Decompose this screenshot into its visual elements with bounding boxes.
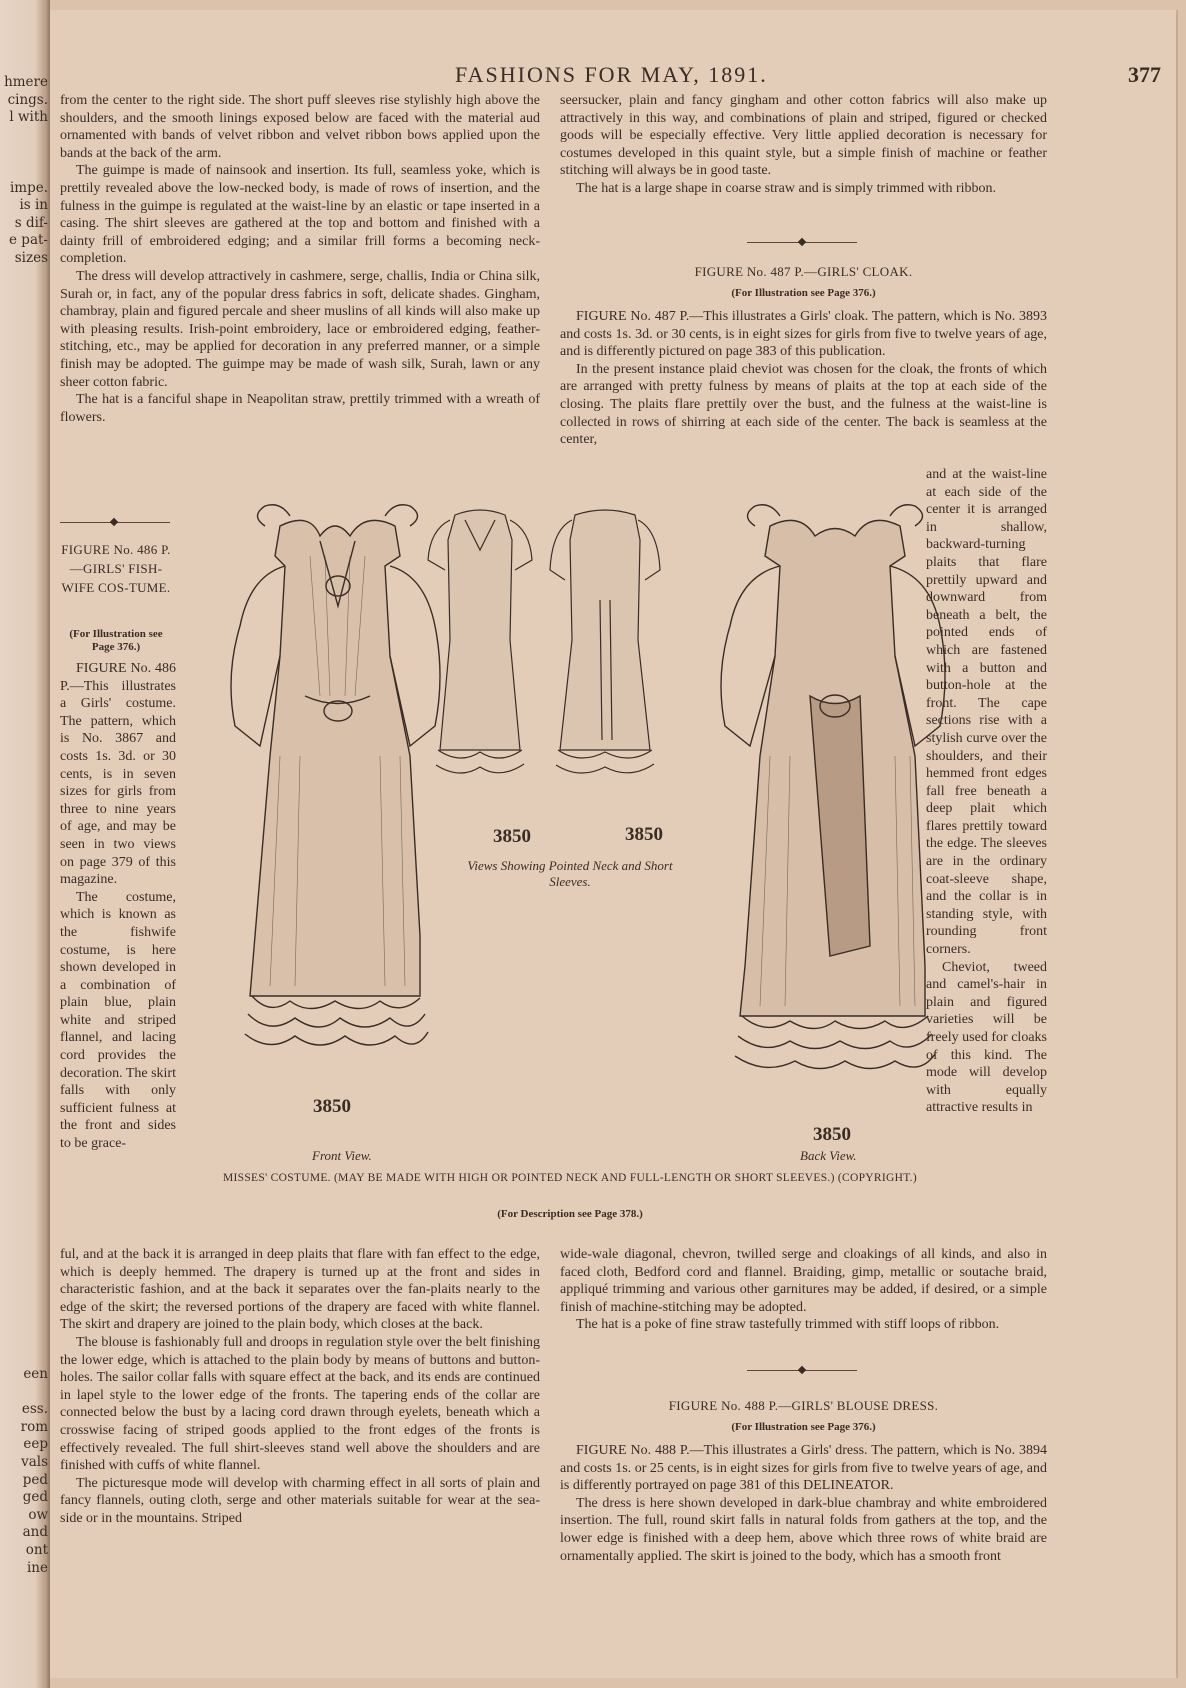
paragraph: FIGURE No. 486 P.—This illustrates a Girls' costume. The pattern, which is No. 3867 and costs 1s. 3d. or 30 cents, is in seven sizes for girls from three to nine years of age, and may be seen in two views on page 379 of this magazine. <box>60 661 176 888</box>
paragraph: The dress will develop attractively in cashmere, serge, challis, India or China silk, Surah or, in fact, any of the popular dress fabrics in soft, delicate shades. Gingham, chambray, plain and figured percale and sheer muslins of all kinds will also make up with pleasing results. Irish-point embroidery, lace or embroidered edging, feather-stitching, etc., may be applied for decoration in any preferred manner, or a simple finish may be adopted. The guimpe may be made of wash silk, Surah, lawn or any sheer cotton fabric. <box>60 268 540 390</box>
paragraph: The blouse is fashionably full and droops in regulation style over the belt finishing the lower edge, which is attached to the plain body by means of buttons and button-holes. The sailor collar falls with square effect at the back, and its ends are continued in lapel style to the lower edge of the fronts. The tapering ends of the collar are connected below the bust by a lacing cord drawn through eyelets, beneath which a crosswise facing of striped goods applied to the front edges of the fronts is effectively revealed. The full shirt-sleeves stand well above the shoulders and are finished with cuffs of white flannel. <box>60 1334 540 1474</box>
dress-back-view-illustration <box>710 496 960 1106</box>
dress-short-sleeve-view-2 <box>540 500 670 800</box>
gutter-line: rom <box>20 1418 48 1435</box>
gutter-line: een <box>23 1366 48 1382</box>
column-2-bottom-text <box>560 1246 1047 1334</box>
gutter-line: impe. <box>9 179 48 196</box>
paragraph: from the center to the right side. The short puff sleeves rise stylishly high above the shoulders, and the smooth linings exposed below are faced with the material aud ornamented with bands of velvet ribbon and velvet ribbon bows applied upon the bands at the back of the arm. <box>60 93 540 161</box>
figure-488-note: (For Illustration see Page 376.) <box>731 1421 876 1433</box>
illustration-caption: MISSES' COSTUME. (MAY BE MADE WITH HIGH OR POINTED NECK AND FULL-LENGTH OR SHORT SLEEVES.) (COPYRIGHT.) <box>223 1172 917 1184</box>
gutter-line: eep <box>23 1436 48 1453</box>
gutter-line: e pat- <box>9 232 48 249</box>
gutter-line: ont <box>25 1542 48 1558</box>
gutter-line: hmere <box>4 74 48 90</box>
column-1-top-text <box>60 92 540 426</box>
views-caption: Views Showing Pointed Neck and Short Sleeves. <box>467 858 673 889</box>
gutter-line: is in <box>19 197 48 214</box>
figure-486-text <box>60 660 176 1153</box>
figure-486-heading: FIGURE No. 486 P. —GIRLS' FISH-WIFE COS-TUME. <box>61 542 171 595</box>
gutter-line: ess. <box>21 1401 48 1418</box>
column-2-top-text <box>560 92 1047 198</box>
figure-487-heading: FIGURE No. 487 P.—GIRLS' CLOAK. <box>694 264 913 279</box>
paragraph: seersucker, plain and fancy gingham and other cotton fabrics will also make up attractively in this way, and combinations of plain and striped, figured or checked goods will be especially effective. Very little applied decoration is necessary for costumes developed in this quaint style, but a simple finish of machine or feather stitching will always be in good taste. <box>560 93 1047 179</box>
paragraph: The hat is a poke of fine straw tastefully trimmed with stiff loops of ribbon. <box>576 1317 1000 1333</box>
paragraph: FIGURE No. 488 P.—This illustrates a Girls' dress. The pattern, which is No. 3894 and costs 1s. or 25 cents, is in eight sizes for girls from five to twelve years of age, and is differently portrayed on page 381 of this DELINEATOR. <box>560 1443 1047 1494</box>
previous-page-margin <box>0 0 50 1688</box>
gutter-line: l with <box>9 109 48 126</box>
gutter-line: ow <box>28 1506 48 1523</box>
paragraph: The costume, which is known as the fishwife costume, is here shown developed in a combination of plain blue, plain white and striped flannel, and lacing cord provides the decoration. The skirt falls with only sufficient fulness at the front and sides to be grace- <box>60 889 176 1152</box>
pattern-number-front: 3850 <box>313 1096 351 1117</box>
pattern-number-view-2: 3850 <box>625 824 663 845</box>
paragraph: The hat is a fanciful shape in Neapolitan straw, prettily trimmed with a wreath of flowers. <box>60 392 540 425</box>
description-note: (For Description see Page 378.) <box>497 1208 643 1220</box>
page-number: 377 <box>1128 62 1161 87</box>
gutter-line: sizes <box>14 250 48 266</box>
paragraph: wide-wale diagonal, chevron, twilled serge and cloakings of all kinds, and also in faced cloth, Bedford cord and flannel. Braiding, gimp, metallic or soutache braid, appliqué trimming and various other garnitures may be added, if desired, or a simple finish of machine-stitching may be adopted. <box>560 1247 1047 1315</box>
page-header-title: FASHIONS FOR MAY, 1891. <box>455 62 768 87</box>
figure-488-text <box>560 1442 1047 1565</box>
separator-diamond <box>798 1366 806 1374</box>
pattern-number-back: 3850 <box>813 1124 851 1145</box>
magazine-page <box>50 10 1178 1678</box>
pattern-number-view-1: 3850 <box>493 826 531 847</box>
paragraph: The hat is a large shape in coarse straw and is simply trimmed with ribbon. <box>576 180 997 196</box>
separator-diamond <box>110 518 118 526</box>
figure-488-heading: FIGURE No. 488 P.—GIRLS' BLOUSE DRESS. <box>668 1398 939 1413</box>
figure-487-text <box>560 308 1047 449</box>
gutter-line: vals <box>21 1454 48 1470</box>
figure-487-note: (For Illustration see Page 376.) <box>731 287 876 299</box>
paragraph: and at the waist-line at each side of the center it is arranged in shallow, backward-turning plaits that flare prettily upward and downward from beneath a belt, the pointed ends of which are fastened with a button and button-hole at the front. The cape sections rise with a stylish curve over the shoulders, and their hemmed front edges fall free beneath a deep plait which flares prettily toward the edge. The sleeves are in the ordinary coat-sleeve shape, and the collar is in standing style, with rounding front corners. <box>926 467 1047 958</box>
separator-diamond <box>798 238 806 246</box>
paragraph: FIGURE No. 487 P.—This illustrates a Girls' cloak. The pattern, which is No. 3893 and costs 1s. 3d. or 30 cents, is in eight sizes for girls from five to twelve years of age, and is differently pictured on page 383 of this publication. <box>560 309 1047 360</box>
paragraph: The picturesque mode will develop with charming effect in all sorts of plain and fancy flannels, outing cloth, serge and other materials suitable for wear at the sea-side or in the mountains. Striped <box>60 1475 540 1526</box>
gutter-line: ine <box>26 1559 48 1576</box>
gutter-line: s dif- <box>14 214 48 231</box>
gutter-line: cings. <box>7 91 48 108</box>
paragraph: The dress is here shown developed in dark-blue chambray and white embroidered insertion. The full, round skirt falls in natural folds from gathers at the top, and the lower edge is finished with a deep hem, above which three rows of white braid are ornamentally applied. The skirt is joined to the body, which has a smooth front <box>560 1495 1047 1564</box>
column-1-bottom-text <box>60 1246 540 1528</box>
gutter-line: and <box>22 1524 48 1541</box>
paragraph: The guimpe is made of nainsook and insertion. Its full, seamless yoke, which is prettily revealed above the low-necked body, is made of rows of insertion, and the fulness in the guimpe is regulated at the waist-line by an elastic or tape inserted in a casing. The shirt sleeves are gathered at the top and bottom and finished with a dainty frill of embroidered edging; and a similar frill forms a becoming neck-completion. <box>60 163 540 267</box>
paragraph: In the present instance plaid cheviot was chosen for the cloak, the fronts of which are arranged with pretty fulness by means of plaits at the top at each side of the closing. The plaits flare prettily over the bust, and the fulness at the waist-line is collected in rows of shirring at each side of the center. The back is seamless at the center, <box>560 361 1047 448</box>
back-view-label: Back View. <box>800 1148 857 1163</box>
figure-486-note: (For Illustration see Page 376.) <box>69 628 163 653</box>
gutter-line: ped <box>22 1471 48 1488</box>
gutter-line: ged <box>22 1489 48 1506</box>
paragraph: Cheviot, tweed and camel's-hair in plain and figured varieties will be freely used for cloaks of this kind. The mode will develop with equally attractive results in <box>926 959 1047 1116</box>
dress-short-sleeve-view-1 <box>420 500 540 800</box>
paragraph: ful, and at the back it is arranged in deep plaits that flare with fan effect to the edge, which is deeply hemmed. The drapery is turned up at the front and sides in characteristic fashion, and at the back it separates over the fan-plaits nearly to the edge of the skirt; the reversed portions of the drapery are faced with white flannel. The skirt and drapery are joined to the plain body, which closes at the back. <box>60 1247 540 1333</box>
front-view-label: Front View. <box>312 1148 372 1163</box>
